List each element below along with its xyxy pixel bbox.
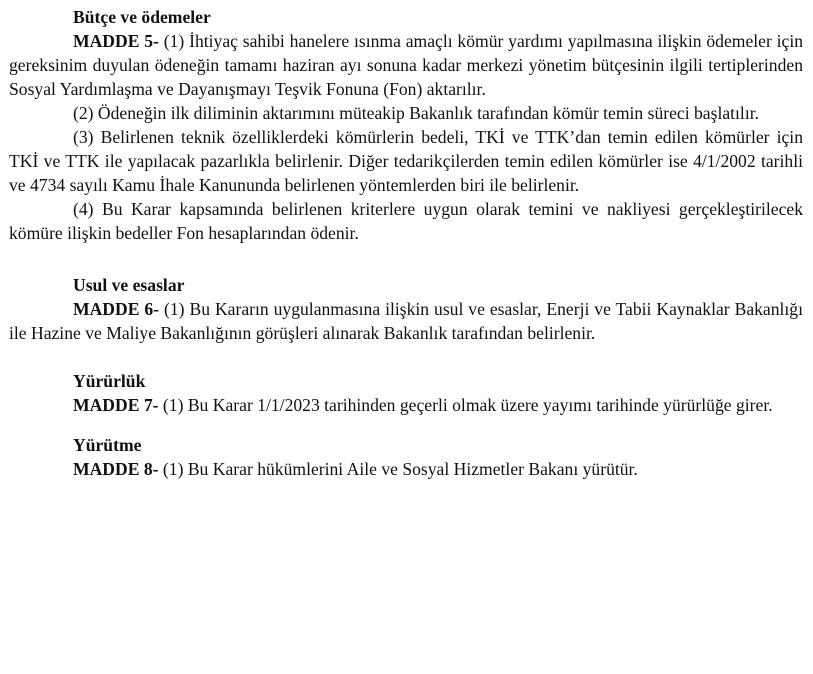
article-paragraph — [9, 297, 803, 345]
section-execution — [9, 433, 803, 481]
article-label: MADDE 6- — [73, 299, 160, 319]
document-page — [9, 0, 803, 481]
section-effective-date — [9, 369, 803, 417]
section-heading: Usul ve esaslar — [73, 275, 185, 295]
article-text: (1) Bu Kararın uygulanmasına ilişkin usul ve esaslar, Enerji ve Tabii Kaynaklar Bakanlığı ile Hazine ve Maliye Bakanlığının görüşleri alınarak Bakanlık tarafından belirlenir. — [9, 299, 803, 343]
article-label: MADDE 7- — [73, 395, 159, 415]
article-text: (1) Bu Karar hükümlerini Aile ve Sosyal Hizmetler Bakanı yürütür. — [158, 459, 638, 479]
article-label: MADDE 5- — [73, 31, 159, 51]
article-paragraph — [9, 457, 803, 481]
clause-paragraph: (4) Bu Karar kapsamında belirlenen kriterlere uygun olarak temini ve nakliyesi gerçekleştirilecek kömüre ilişkin bedeller Fon hesaplarından ödenir. — [9, 199, 803, 243]
section-spacer — [9, 245, 803, 273]
article-label: MADDE 8- — [73, 459, 159, 479]
section-spacer — [9, 345, 803, 369]
section-heading: Bütçe ve ödemeler — [73, 7, 211, 27]
clause-paragraph: (2) Ödeneğin ilk diliminin aktarımını müteakip Bakanlık tarafından kömür temin süreci başlatılır. — [73, 103, 759, 123]
section-procedures — [9, 273, 803, 345]
section-spacer — [9, 417, 803, 433]
clause-paragraph: (3) Belirlenen teknik özelliklerdeki kömürlerin bedeli, TKİ ve TTK’dan temin edilen kömürler için TKİ ve TTK ile yapılacak pazarlıkla belirlenir. Diğer tedarikçilerden temin edilen kömürler ise 4/1/2002 tarihli ve 4734 sayılı Kamu İhale Kanununda belirlenen yöntemlerden biri ile belirlenir. — [9, 127, 803, 195]
section-heading: Yürütme — [73, 435, 142, 455]
section-heading: Yürürlük — [73, 371, 146, 391]
article-paragraph — [9, 393, 803, 417]
article-text: (1) Bu Karar 1/1/2023 tarihinden geçerli olmak üzere yayımı tarihinde yürürlüğe girer. — [158, 395, 773, 415]
article-paragraph — [9, 29, 803, 101]
article-text: (1) İhtiyaç sahibi hanelere ısınma amaçlı kömür yardımı yapılmasına ilişkin ödemeler için gereksinim duyulan ödeneğin tamamı haziran ayı sonuna kadar merkezi yönetim bütçesinin ilgili tertiplerinden Sosyal Yardımlaşma ve Dayanışmayı Teşvik Fonuna (Fon) aktarılır. — [9, 31, 804, 99]
section-budget-payments — [9, 0, 803, 245]
